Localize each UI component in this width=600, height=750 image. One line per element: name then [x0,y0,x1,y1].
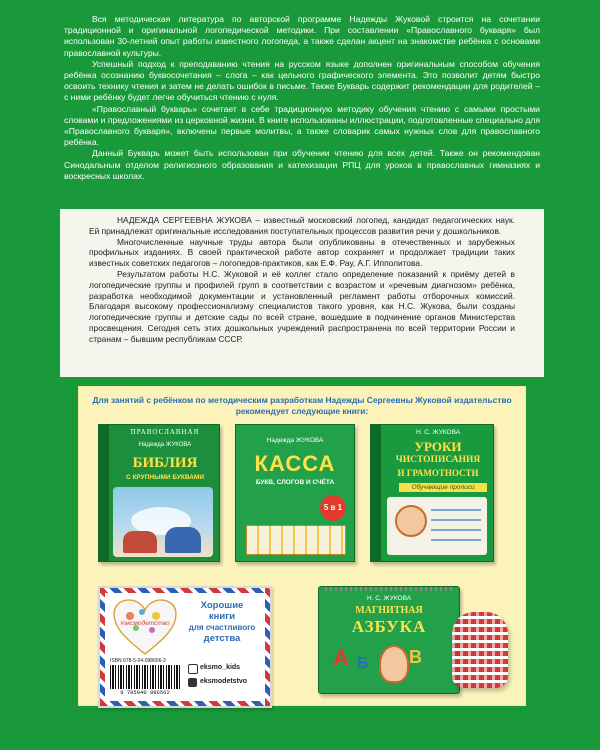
description-paragraph-3: «Православный букварь» сочетает в себе традиционную методику обучения чтению с самыми простыми словами и предложениями из церковной жизни. В книге использованы иллюстрации, подготовленные специально для «Православного букваря», включены первые молитвы, а также словарик самых нужных слов для православного ребёнка. [64,103,540,148]
book-cover-bible [98,424,220,562]
book-title: КАССА [254,451,336,476]
book-title: МАГНИТНАЯ [355,605,423,616]
heart-icon [112,598,178,656]
azbuka-letters: А Б В [329,641,449,685]
card-border-bottom [100,701,270,706]
barcode [110,665,180,689]
book-binding [325,587,453,591]
description-paragraph-4: Данный Букварь может быть использован при обучении чтению для всех детей. Также он рекомендован Синодальным отделом религиозного образования и катехизации РПЦ для уроков в православных гимназиях и воскресных школах. [64,148,540,181]
card-border-right [265,588,270,706]
social-handle-2: eksmodetstvo [200,678,248,685]
card-slogan-line-3: для счастливого [188,623,256,632]
card-slogan-line-2: книги [208,611,236,622]
description-paragraph-1: Вся методическая литература по авторской программе Надежды Жуковой строится на сочетании традиционной и оригинальной логопедической методики. При составлении «Православного букваря» был использован 30-летний опыт работы известного логопеда, а также сделан акцент на знакомстве ребёнка с основами православной культуры. [64,14,540,58]
barcode-digits: 9 785040 986562 [120,689,170,696]
kassa-letter-cards [246,525,346,555]
biography-paragraph-2: Многочисленные научные труды автора были опубликованы в отечественных и зарубежных профильных изданиях. В своей практической работе автор сохраняет и продолжает традиции таких известных советских педагогов – логопедов-практиков, как Е.Ф. Рау, А.Г. Ипполитова. [89,236,515,269]
book-subtitle: БУКВ, СЛОГОВ И СЧЁТА [255,479,335,486]
social-handle-1: eksmo_kids [200,664,241,671]
book-author: Н. С. ЖУКОВА [415,429,461,436]
description-paragraph-2: Успешный подход к преподаванию чтения на русском языке дополнен оригинальным способом обучения ребёнка осознанию буквосочетания – слога – как цельного графического элемента. Это позволит детям быстро освоить технику чтения и затем не делать ошибок в письме. Также Букварь содержит рекомендации для родителей – с ними ребёнку будет легче обучиться чтению с нуля. [64,58,540,103]
book-cover-uroki [370,424,494,562]
card-slogan-line-1: Хорошие [200,600,244,611]
book-title-line-2: ЧИСТОПИСАНИЯ [395,455,481,465]
book-author: Надежда ЖУКОВА [138,442,192,448]
book-title: БИБЛИЯ [132,455,198,471]
book-cover-kassa [235,424,355,562]
biography-paragraph-3: Результатом работы Н.С. Жуковой и её коллег стало определение показаний к приёму детей в логопедические группы и профилей групп в соответствии с возрастом и «речевым диагнозом» ребёнка, разработка необходимой документации и установленный регламент работы отборочных комиссий. Благодаря высокому профессионализму специалистов такого уровня, как Н.С. Жукова, были созданы логопедические группы и детские сады по всей стране, вошедшие в подчинение органов Министерства просвещения. Сегодня сеть этих дошкольных учреждений распространена по всей территории России и странам – бывшим республикам СССР. [89,268,515,344]
bible-illustration [113,487,213,557]
biography-paragraph-1: НАДЕЖДА СЕРГЕЕВНА ЖУКОВА – известный московский логопед, кандидат педагогических наук. Ей принадлежат оригинальные исследования поступательных процессов развития речи у дошкольников. [89,215,515,236]
uroki-illustration [387,497,487,555]
card-border-top [100,588,270,593]
fabric-pouch [452,612,508,688]
card-slogan-line-4: детства [203,633,241,644]
book-cover-magnetic-azbuka [318,586,460,694]
book-title: УРОКИ [414,439,462,454]
book-spine [99,425,109,561]
card-slogan [184,600,260,644]
book-author: Н. С. ЖУКОВА [366,595,412,602]
description-text [64,14,540,182]
book-badge: 5 в 1 [320,495,346,521]
card-border-left [100,588,105,706]
book-author: Надежда ЖУКОВА [266,437,324,444]
recommendations-heading: Для занятий с ребёнком по методическим разработкам Надежды Сергеевны Жуковой издательство рекомендует следующие книги: [92,395,512,416]
book-title-line-3: И ГРАМОТНОСТИ [397,468,479,478]
card-hashtag: #эксмодетство [120,620,170,627]
vk-icon [188,678,197,687]
instagram-icon [188,664,198,674]
book-subtitle: Обучающие прописи [399,483,487,492]
book-series-label: ПРАВОСЛАВНАЯ [130,428,200,436]
biography-text [89,215,515,345]
publisher-card [98,586,272,708]
book-spine [371,425,381,561]
book-title-line-2: АЗБУКА [351,617,427,636]
isbn-text: ISBN 978-5-04-098656-2 [110,658,166,664]
book-subtitle: С КРУПНЫМИ БУКВАМИ [125,474,205,481]
